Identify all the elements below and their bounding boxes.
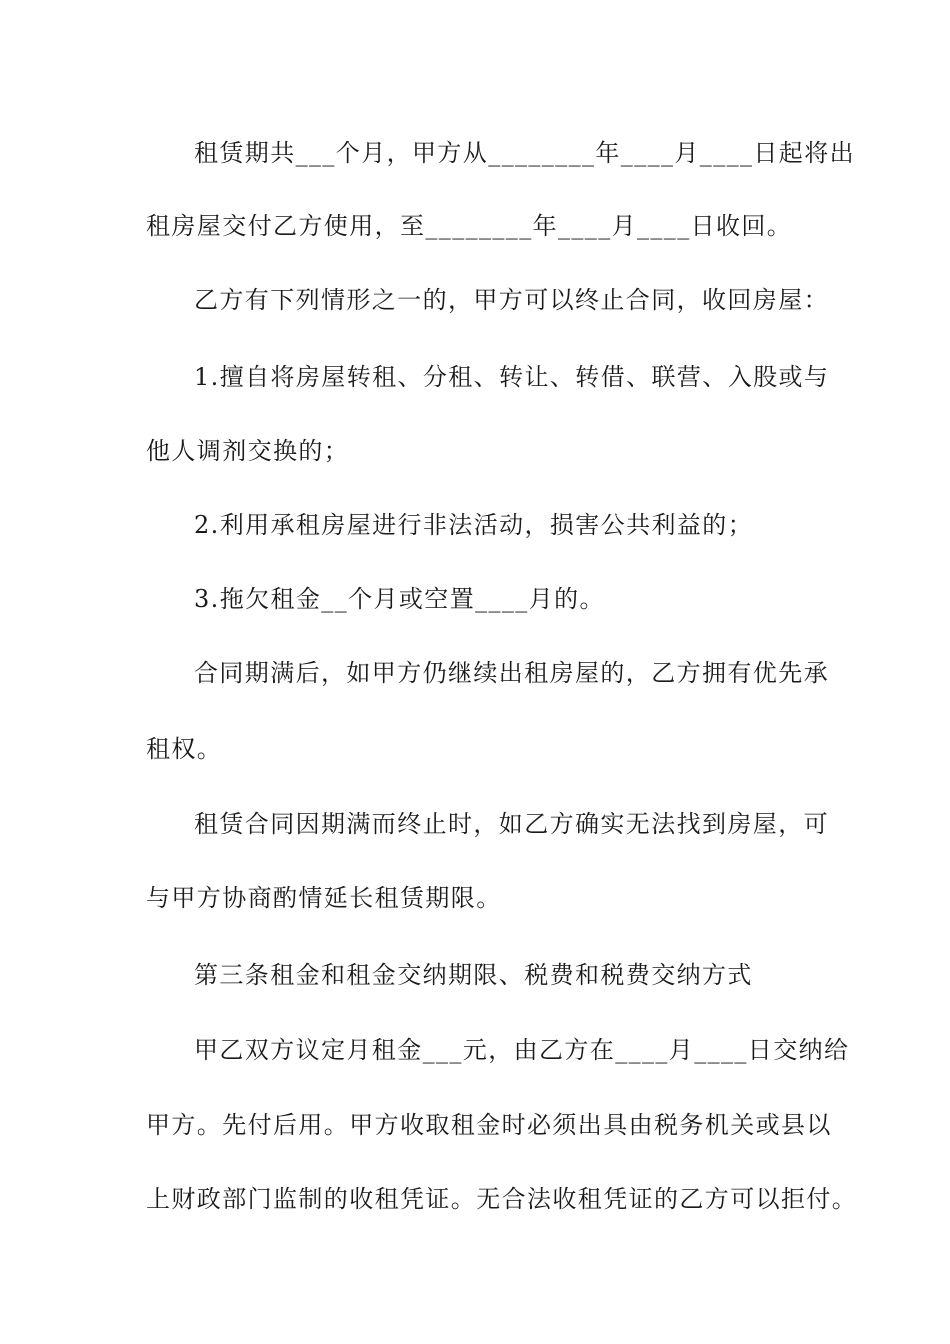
paragraph-line: 租赁合同因期满而终止时，如乙方确实无法找到房屋，可 <box>194 810 829 838</box>
paragraph-line: 合同期满后，如甲方仍继续出租房屋的，乙方拥有优先承 <box>194 659 829 687</box>
paragraph-line: 租赁期共___个月，甲方从________年____月____日起将出 <box>194 139 855 167</box>
paragraph-line: 与甲方协商酌情延长租赁期限。 <box>146 884 502 912</box>
section-heading: 第三条租金和租金交纳期限、税费和税费交纳方式 <box>194 961 753 989</box>
paragraph-line: 租房屋交付乙方使用，至________年____月____日收回。 <box>146 212 793 240</box>
paragraph-line: 甲乙双方议定月租金___元，由乙方在____月____日交纳给 <box>194 1036 850 1064</box>
paragraph-line: 1.擅自将房屋转租、分租、转让、转借、联营、入股或与 <box>194 363 830 391</box>
paragraph-line: 上财政部门监制的收租凭证。无合法收租凭证的乙方可以拒付。 <box>146 1185 858 1213</box>
paragraph-line: 租权。 <box>146 735 223 763</box>
paragraph-line: 他人调剂交换的； <box>146 437 350 465</box>
paragraph-line: 3.拖欠租金__个月或空置____月的。 <box>194 585 605 613</box>
paragraph-line: 甲方。先付后用。甲方收取租金时必须出具由税务机关或县以 <box>146 1111 832 1139</box>
paragraph-line: 乙方有下列情形之一的，甲方可以终止合同，收回房屋： <box>194 286 829 314</box>
paragraph-line: 2.利用承租房屋进行非法活动，损害公共利益的； <box>194 511 754 539</box>
